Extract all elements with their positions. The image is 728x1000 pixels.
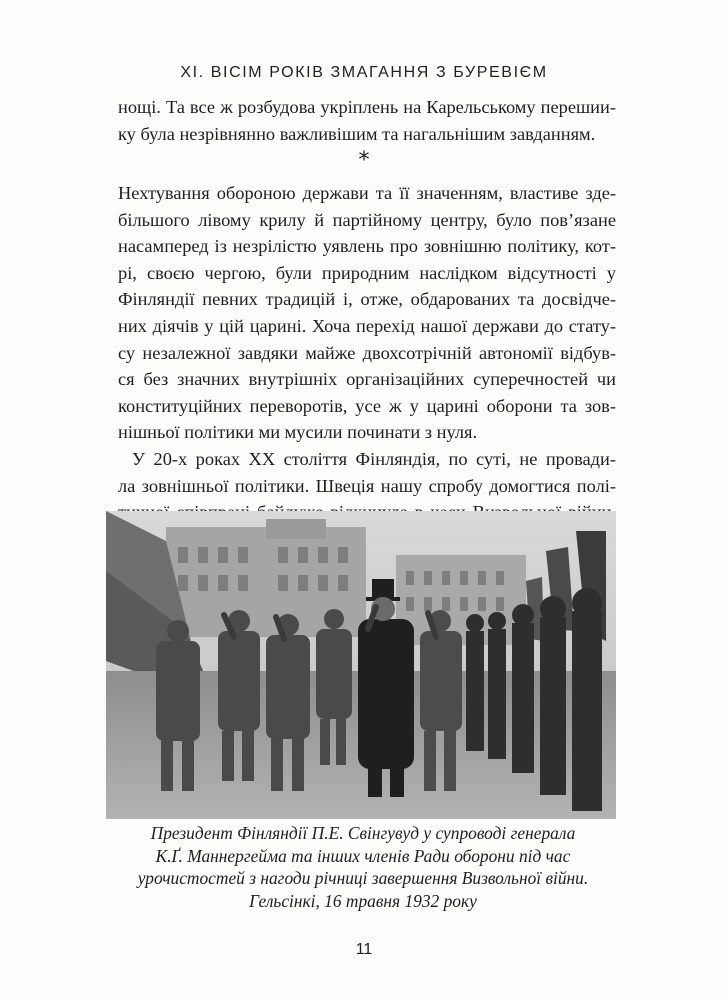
text-line: су незалежної завдяки майже двохсотрічній автономії відбув- [118, 342, 616, 363]
text-line: ку була незрівнянно важливішим та нагальнішим завданням. [118, 123, 596, 144]
text-line: нішньої політики ми мусили починати з нуля. [118, 422, 478, 443]
page-number: 11 [355, 941, 373, 958]
section-separator: * [358, 148, 370, 173]
text-line: більшого лівому крилу й партійному центру, було пов’язане [118, 209, 616, 230]
caption-line: Президент Фінляндії П.Е. Свінгувуд у супроводі генерала [150, 823, 576, 843]
parade-photo [106, 511, 616, 819]
text-line: нощі. Та все ж розбудова укріплень на Карельському перешии- [118, 97, 616, 117]
text-line: ся без значних внутрішніх організаційних суперечностей чи [118, 369, 616, 390]
parade-photo-icon [106, 511, 616, 819]
text-line: Фінляндії певних традицій і, отже, обдарованих та досвідче- [118, 289, 616, 310]
text-line: У 20-х роках XX століття Фінляндія, по суті, не провади- [132, 449, 616, 469]
photo-caption [108, 822, 618, 912]
caption-line: урочистостей з нагоди річниці завершення Визвольної війни. [137, 868, 589, 889]
paragraph-main [118, 180, 616, 446]
text-line: них діячів у цій царині. Хоча перехід нашої держави до стату- [118, 315, 616, 336]
text-line: рі, своєю чергою, були природним наслідком відсутності у [118, 262, 616, 283]
text-line: Нехтування обороною держави та її значенням, властиве зде- [118, 183, 616, 203]
text-line: насамперед із незрілістю уявлень про зовнішню політику, кот- [118, 236, 616, 257]
text-line: конституційних переворотів, усе ж у царині оборони та зов- [118, 395, 616, 416]
text-line: ла зовнішньої політики. Швеція нашу спробу домогтися полі- [118, 475, 616, 496]
caption-line: К.Ґ. Маннергейма та інших членів Ради оборони під час [155, 845, 571, 866]
running-head: XI. ВІСІМ РОКІВ ЗМАГАННЯ З БУРЕВІЄМ [180, 64, 548, 81]
paragraph-continuation [118, 94, 616, 147]
caption-line: Гельсінкі, 16 травня 1932 року [249, 890, 477, 911]
